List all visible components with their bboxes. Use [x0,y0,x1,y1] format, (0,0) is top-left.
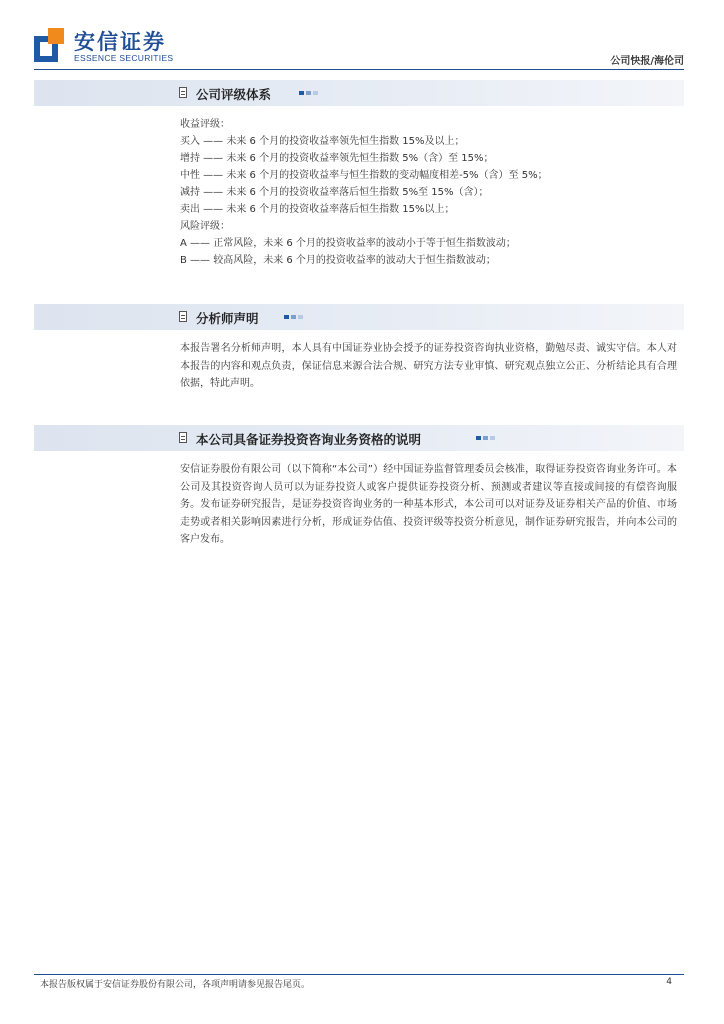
section-header-analyst-statement [34,304,684,330]
company-logo [34,26,184,66]
logo-english-name: ESSENCE SECURITIES [74,53,174,63]
page-number: 4 [666,977,672,987]
document-icon [179,87,187,98]
rating-line: 卖出 —— 未来 6 个月的投资收益率落后恒生指数 15%以上； [180,204,455,215]
document-icon [179,432,187,443]
section-title: 分析师声明 [196,311,259,326]
section-title: 本公司具备证券投资咨询业务资格的说明 [196,432,422,447]
rating-line: 减持 —— 未来 6 个月的投资收益率落后恒生指数 5%至 15%（含）； [180,187,489,198]
rating-line: 风险评级： [180,221,230,232]
logo-mark-icon [34,28,66,62]
rating-line: 买入 —— 未来 6 个月的投资收益率领先恒生指数 15%及以上； [180,136,465,147]
analyst-statement-text: 本报告署名分析师声明，本人具有中国证券业协会授予的证券投资咨询执业资格，勤勉尽责、诚实守信。本人对本报告的内容和观点负责，保证信息来源合法合规、研究方法专业审慎、研究观点独立公正、分析结论具有合理依据，特此声明。 [180,343,677,389]
footer-copyright: 本报告版权属于安信证券股份有限公司，各项声明请参见报告尾页。 [40,980,311,990]
rating-line: 增持 —— 未来 6 个月的投资收益率领先恒生指数 5%（含）至 15%； [180,153,494,164]
rating-system-body [180,116,677,269]
header-divider [34,69,684,70]
document-icon [179,311,187,322]
rating-line: A —— 正常风险，未来 6 个月的投资收益率的波动小于等于恒生指数波动； [180,238,516,249]
rating-line: 中性 —— 未来 6 个月的投资收益率与恒生指数的变动幅度相差-5%（含）至 5%； [180,170,548,181]
section-dots-icon [476,436,495,440]
section-header-qualification [34,425,684,451]
report-type-label: 公司快报/海伦司 [610,56,684,67]
section-dots-icon [299,91,318,95]
qualification-text: 安信证券股份有限公司（以下简称“本公司”）经中国证券监督管理委员会核准，取得证券投资咨询业务许可。本公司及其投资咨询人员可以为证券投资人或客户提供证券投资分析、预测或者建议等直接或间接的有偿咨询服务。发布证券研究报告，是证券投资咨询业务的一种基本形式，本公司可以对证券及证券相关产品的价值、市场走势或者相关影响因素进行分析，形成证券估值、投资评级等投资分析意见，制作证券研究报告，并向本公司的客户发布。 [180,464,677,545]
footer-divider [34,974,684,975]
logo-chinese-name: 安信证券 [74,30,166,54]
section-title: 公司评级体系 [196,87,272,102]
rating-line: B —— 较高风险，未来 6 个月的投资收益率的波动大于恒生指数波动； [180,255,496,266]
rating-line: 收益评级： [180,119,230,130]
section-header-rating-system [34,80,684,106]
section-dots-icon [284,315,303,319]
